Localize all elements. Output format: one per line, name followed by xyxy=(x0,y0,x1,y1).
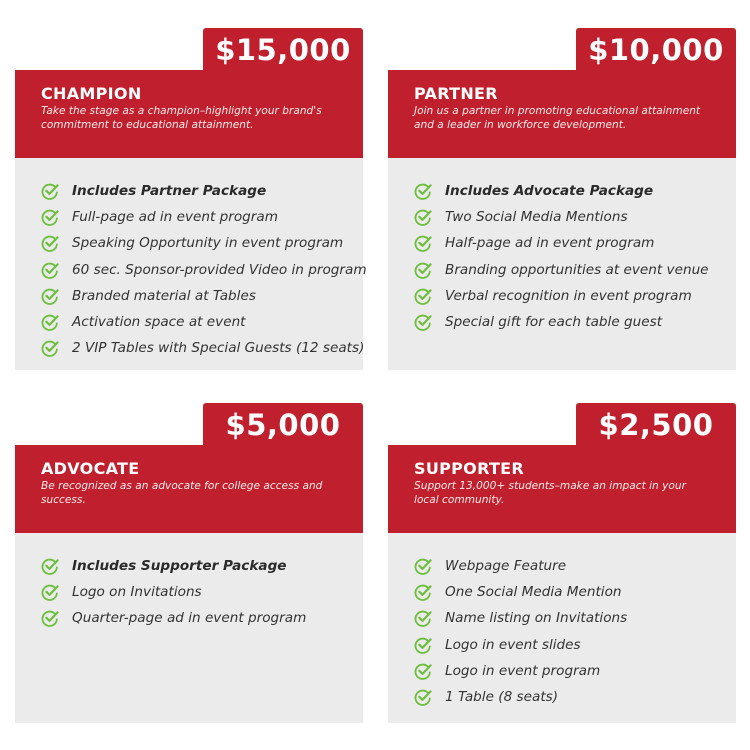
benefit-item xyxy=(414,579,736,605)
benefit-text: Webpage Feature xyxy=(445,558,567,575)
benefit-item xyxy=(41,230,363,256)
check-circle-icon xyxy=(41,261,59,279)
benefit-text: Name listing on Invitations xyxy=(445,610,628,627)
check-circle-icon xyxy=(414,662,432,680)
check-circle-icon xyxy=(41,234,59,252)
check-circle-icon xyxy=(414,287,432,305)
benefit-text: Half-page ad in event program xyxy=(445,235,655,252)
benefits-list xyxy=(414,178,736,335)
benefit-item xyxy=(41,553,363,579)
tier-title: ADVOCATE xyxy=(41,459,140,478)
check-circle-icon xyxy=(414,313,432,331)
benefit-text: Verbal recognition in event program xyxy=(445,287,692,304)
tier-header xyxy=(388,445,736,533)
benefit-text: Logo on Invitations xyxy=(72,584,202,601)
benefit-item xyxy=(41,257,367,283)
benefit-text: 1 Table (8 seats) xyxy=(445,689,559,706)
check-circle-icon xyxy=(414,182,432,200)
benefit-text: Activation space at event xyxy=(72,314,246,331)
check-circle-icon xyxy=(41,339,59,357)
check-circle-icon xyxy=(414,636,432,654)
tier-header xyxy=(15,70,363,158)
tier-description: Be recognized as an advocate for college access and success. xyxy=(41,480,323,506)
benefit-item xyxy=(414,178,736,204)
check-circle-icon xyxy=(414,583,432,601)
check-circle-icon xyxy=(414,609,432,627)
benefit-item xyxy=(414,658,736,684)
check-circle-icon xyxy=(41,287,59,305)
price-tag: $10,000 xyxy=(576,28,736,72)
benefit-item xyxy=(41,605,363,631)
benefit-item xyxy=(414,309,736,335)
benefit-item xyxy=(41,178,363,204)
check-circle-icon xyxy=(41,583,59,601)
tier-title: SUPPORTER xyxy=(414,459,525,478)
check-circle-icon xyxy=(414,234,432,252)
benefits-panel xyxy=(388,533,736,723)
benefit-item xyxy=(41,579,363,605)
benefit-item xyxy=(414,230,736,256)
benefit-text: Branded material at Tables xyxy=(72,287,256,304)
tier-title: CHAMPION xyxy=(41,84,142,103)
check-circle-icon xyxy=(41,313,59,331)
price-tag: $5,000 xyxy=(203,403,363,447)
benefits-panel xyxy=(15,533,363,723)
benefit-text: Full-page ad in event program xyxy=(72,209,278,226)
benefit-item xyxy=(414,204,736,230)
benefit-text: 2 VIP Tables with Special Guests (12 seats) xyxy=(72,340,365,357)
benefit-item xyxy=(41,335,363,361)
benefit-item xyxy=(41,204,363,230)
benefit-item xyxy=(414,283,736,309)
benefit-item xyxy=(414,632,736,658)
tier-description: Support 13,000+ students–make an impact in your local community. xyxy=(414,480,686,506)
tier-description: Take the stage as a champion–highlight your brand's commitment to educational attainment. xyxy=(41,105,322,131)
benefits-list xyxy=(414,553,736,710)
benefit-text: Logo in event slides xyxy=(445,636,581,653)
benefit-text: Branding opportunities at event venue xyxy=(445,261,709,278)
benefit-text: Two Social Media Mentions xyxy=(445,209,628,226)
check-circle-icon xyxy=(414,208,432,226)
benefit-text: One Social Media Mention xyxy=(445,584,622,601)
check-circle-icon xyxy=(41,182,59,200)
benefit-item xyxy=(41,283,363,309)
check-circle-icon xyxy=(414,557,432,575)
tier-description: Join us a partner in promoting educational attainment and a leader in workforce development. xyxy=(414,105,701,131)
check-circle-icon xyxy=(414,261,432,279)
benefit-text: Includes Advocate Package xyxy=(445,183,654,200)
benefit-text: Includes Partner Package xyxy=(72,183,267,200)
benefit-item xyxy=(414,684,736,710)
benefits-panel xyxy=(15,158,367,370)
tier-header xyxy=(15,445,363,533)
benefit-text: 60 sec. Sponsor-provided Video in program xyxy=(72,261,367,278)
benefit-item xyxy=(41,309,363,335)
price-tag: $2,500 xyxy=(576,403,736,447)
tier-header xyxy=(388,70,736,158)
check-circle-icon xyxy=(414,688,432,706)
benefit-text: Logo in event program xyxy=(445,662,601,679)
benefits-panel xyxy=(388,158,736,370)
check-circle-icon xyxy=(41,208,59,226)
price-tag: $15,000 xyxy=(203,28,363,72)
benefit-item xyxy=(414,553,736,579)
benefits-list xyxy=(41,553,363,632)
benefit-text: Special gift for each table guest xyxy=(445,314,663,331)
benefit-item xyxy=(414,257,736,283)
benefits-list xyxy=(41,178,367,361)
check-circle-icon xyxy=(41,557,59,575)
tier-title: PARTNER xyxy=(414,84,498,103)
benefit-text: Includes Supporter Package xyxy=(72,558,287,575)
benefit-item xyxy=(414,605,736,631)
benefit-text: Quarter-page ad in event program xyxy=(72,610,307,627)
check-circle-icon xyxy=(41,609,59,627)
benefit-text: Speaking Opportunity in event program xyxy=(72,235,344,252)
